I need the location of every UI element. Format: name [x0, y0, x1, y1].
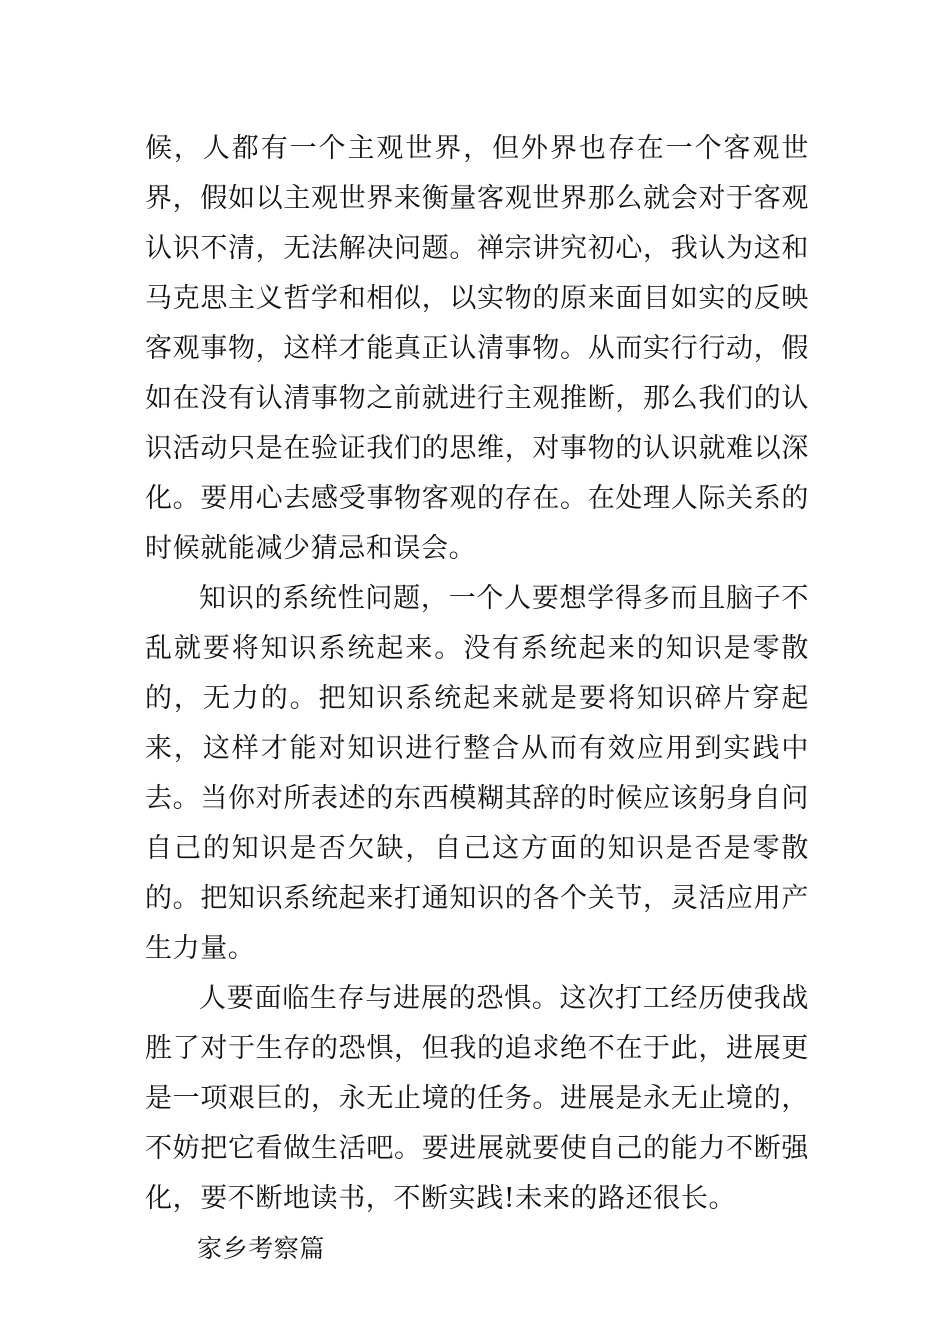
section-heading: 家乡考察篇 [197, 1234, 326, 1263]
document-body [145, 124, 809, 1274]
paragraph-knowledge-system: 知识的系统性问题，一个人要想学得多而且脑子不乱就要将知识系统起来。没有系统起来的知识是零散的，无力的。把知识系统起来就是要将知识碎片穿起来，这样才能对知识进行整合从而有效应用到实践中去。当你对所表述的东西模糊其辞的时候应该躬身自问自己的知识是否欠缺，自己这方面的知识是否是零散的。把知识系统起来打通知识的各个关节，灵活应用产生力量。 [145, 583, 809, 964]
paragraph-survival-fear: 人要面临生存与进展的恐惧。这次打工经历使我战胜了对于生存的恐惧，但我的追求绝不在于此，进展更是一项艰巨的，永无止境的任务。进展是永无止境的，不妨把它看做生活吧。要进展就要使自己的能力不断强化，要不断地读书，不断实践!未来的路还很长。 [145, 983, 809, 1214]
paragraph-continuation: 候，人都有一个主观世界，但外界也存在一个客观世界，假如以主观世界来衡量客观世界那么就会对于客观认识不清，无法解决问题。禅宗讲究初心，我认为这和马克思主义哲学和相似，以实物的原来面目如实的反映客观事物，这样才能真正认清事物。从而实行行动，假如在没有认清事物之前就进行主观推断，那么我们的认识活动只是在验证我们的思维，对事物的认识就难以深化。要用心去感受事物客观的存在。在处理人际关系的时候就能减少猜忌和误会。 [145, 133, 809, 564]
